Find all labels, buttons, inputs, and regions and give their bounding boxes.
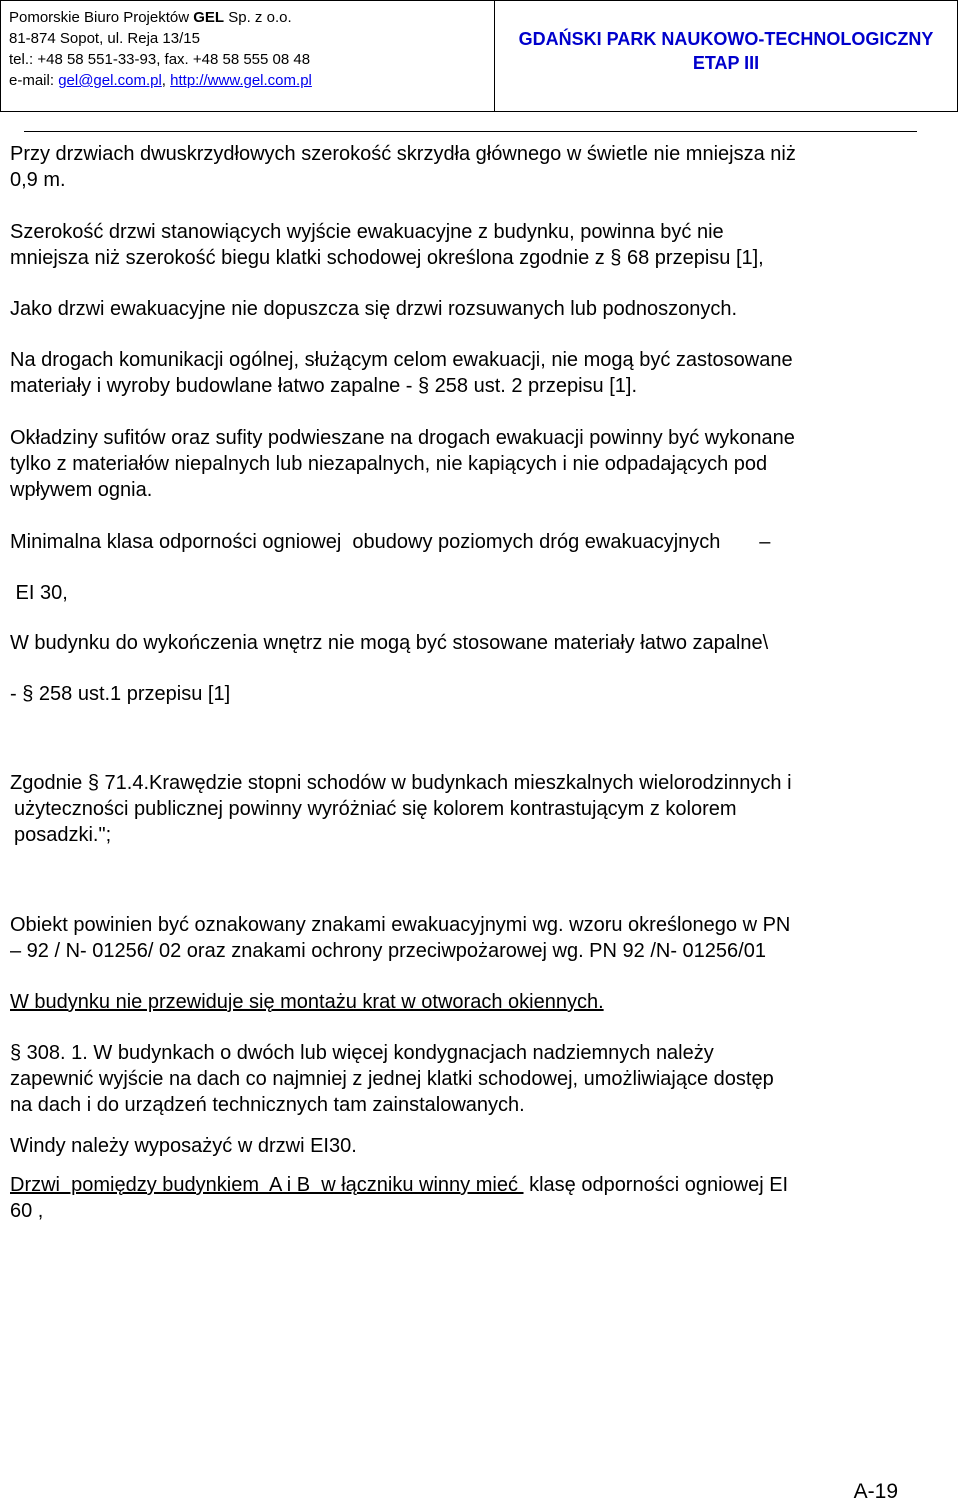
company-address: 81-874 Sopot, ul. Reja 13/15 — [9, 30, 200, 47]
company-name-suffix: Sp. z o.o. — [224, 9, 292, 26]
header-rule — [24, 131, 917, 132]
paragraph-15 — [10, 1172, 940, 1224]
paragraph-1-line-1: Przy drzwiach dwuskrzydłowych szerokość skrzydła głównego w świetle nie mniejsza niż — [10, 143, 796, 165]
paragraph-2-line-1: Szerokość drzwi stanowiących wyjście ewakuacyjne z budynku, powinna być nie — [10, 221, 724, 243]
paragraph-13 — [10, 1040, 940, 1118]
paragraph-10-line-3: posadzki."; — [14, 824, 112, 846]
document-header — [0, 0, 958, 112]
paragraph-11-line-1: Obiekt powinien być oznakowany znakami ewakuacyjnymi wg. wzoru określonego w PN — [10, 914, 791, 936]
website-link[interactable]: http://www.gel.com.pl — [170, 72, 312, 89]
paragraph-13-line-3: na dach i do urządzeń technicznych tam zainstalowanych. — [10, 1094, 525, 1116]
paragraph-1-line-2: 0,9 m. — [10, 169, 66, 191]
email-link[interactable]: gel@gel.com.pl — [58, 72, 162, 89]
paragraph-10 — [10, 770, 940, 848]
company-name-bold: GEL — [193, 9, 225, 26]
paragraph-8: W budynku do wykończenia wnętrz nie mogą być stosowane materiały łatwo zapalne\ — [10, 632, 769, 654]
paragraph-10-line-1: Zgodnie § 71.4.Krawędzie stopni schodów w budynkach mieszkalnych wielorodzinnych i — [10, 772, 792, 794]
paragraph-4-line-2: materiały i wyroby budowlane łatwo zapalne - § 258 ust. 2 przepisu [1]. — [10, 375, 638, 397]
paragraph-15-underlined: Drzwi pomiędzy budynkiem A i B w łączniku winny mieć — [10, 1174, 524, 1196]
paragraph-12: W budynku nie przewiduje się montażu krat w otworach okiennych. — [10, 991, 604, 1013]
paragraph-5-line-3: wpływem ognia. — [10, 479, 153, 501]
paragraph-13-line-1: § 308. 1. W budynkach o dwóch lub więcej kondygnacjach nadziemnych należy — [10, 1042, 714, 1064]
paragraph-15-line-2: 60 , — [10, 1200, 44, 1222]
paragraph-15-line-1 — [10, 1172, 940, 1198]
company-name — [9, 7, 494, 28]
company-phone-fax: tel.: +48 58 551-33-93, fax. +48 58 555 08 48 — [9, 51, 311, 68]
paragraph-5 — [10, 425, 940, 503]
paragraph-14: Windy należy wyposażyć w drzwi EI30. — [10, 1135, 357, 1157]
company-name-prefix: Pomorskie Biuro Projektów — [9, 9, 194, 26]
email-label: e-mail: — [9, 72, 59, 89]
paragraph-9: - § 258 ust.1 przepisu [1] — [10, 683, 231, 705]
paragraph-2 — [10, 219, 940, 271]
project-stage: ETAP III — [692, 53, 760, 73]
contact-separator: , — [161, 72, 171, 89]
paragraph-13-line-2: zapewnić wyjście na dach co najmniej z jednej klatki schodowej, umożliwiające dostęp — [10, 1068, 774, 1090]
paragraph-1 — [10, 141, 940, 193]
company-contact — [9, 70, 494, 91]
paragraph-11 — [10, 912, 940, 964]
paragraph-2-line-2: mniejsza niż szerokość biegu klatki schodowej określona zgodnie z § 68 przepisu [1], — [10, 247, 764, 269]
paragraph-6: Minimalna klasa odporności ogniowej obudowy poziomych dróg ewakuacyjnych – — [10, 531, 771, 553]
paragraph-11-line-2: – 92 / N- 01256/ 02 oraz znakami ochrony przeciwpożarowej wg. PN 92 /N- 01256/01 — [10, 940, 766, 962]
paragraph-7: EI 30, — [10, 582, 68, 604]
page-number: A-19 — [853, 1480, 898, 1503]
paragraph-15-rest: klasę odporności ogniowej EI — [523, 1174, 789, 1196]
project-title: GDAŃSKI PARK NAUKOWO-TECHNOLOGICZNY — [518, 29, 934, 49]
project-info — [495, 1, 957, 111]
company-info — [1, 1, 495, 111]
paragraph-3: Jako drzwi ewakuacyjne nie dopuszcza się drzwi rozsuwanych lub podnoszonych. — [10, 298, 738, 320]
paragraph-4 — [10, 347, 940, 399]
paragraph-5-line-1: Okładziny sufitów oraz sufity podwieszane na drogach ewakuacji powinny być wykonane — [10, 427, 795, 449]
paragraph-10-line-2: użyteczności publicznej powinny wyróżniać się kolorem kontrastującym z kolorem — [14, 798, 737, 820]
paragraph-4-line-1: Na drogach komunikacji ogólnej, służącym celom ewakuacji, nie mogą być zastosowane — [10, 349, 793, 371]
paragraph-5-line-2: tylko z materiałów niepalnych lub niezapalnych, nie kapiących i nie odpadających pod — [10, 453, 768, 475]
